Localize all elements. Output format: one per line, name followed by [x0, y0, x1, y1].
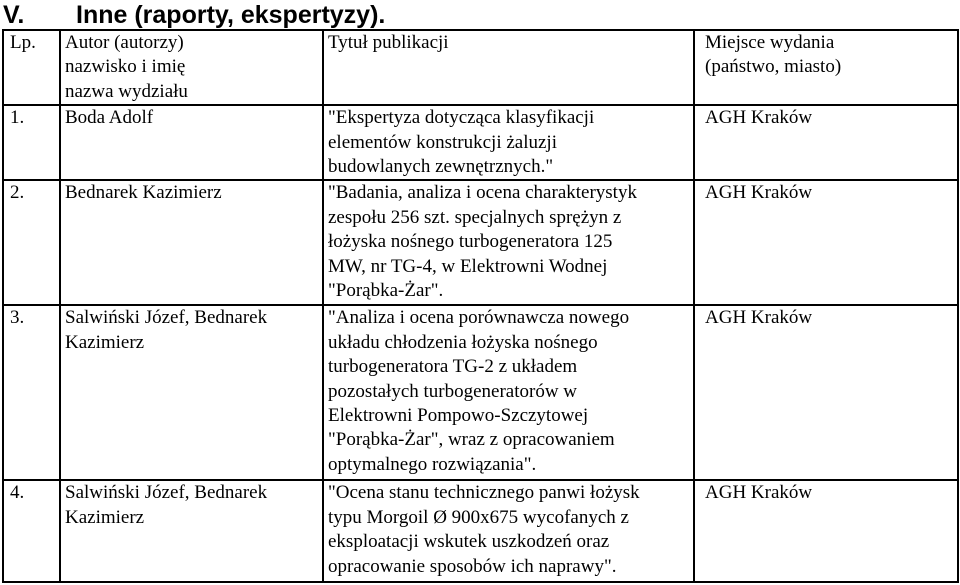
row-lp: 2. [3, 180, 60, 305]
section-title: Inne (raporty, ekspertyzy). [76, 1, 386, 29]
row-place: AGH Kraków [694, 480, 958, 582]
row-authors: Salwiński Józef, Bednarek Kazimierz [60, 305, 323, 480]
row-place: AGH Kraków [694, 305, 958, 480]
row-title: "Ocena stanu technicznego panwi łożysk typu Morgoil Ø 900x675 wycofanych z eksploatacji wskutek uszkodzeń oraz opracowanie sposobów ich naprawy". [323, 480, 694, 582]
row-title: "Ekspertyza dotycząca klasyfikacji elementów konstrukcji żaluzji budowlanych zewnętrznych." [323, 105, 694, 180]
row-place: AGH Kraków [694, 105, 958, 180]
table-row [3, 305, 958, 480]
table-row [3, 480, 958, 582]
header-lp: Lp. [3, 30, 60, 105]
table-header-row [3, 30, 958, 105]
row-authors: Salwiński Józef, Bednarek Kazimierz [60, 480, 323, 582]
row-lp: 3. [3, 305, 60, 480]
header-place: Miejsce wydania (państwo, miasto) [694, 30, 958, 105]
header-author: Autor (autorzy) nazwisko i imię nazwa wydziału [60, 30, 323, 105]
reports-table [2, 29, 959, 583]
row-authors: Boda Adolf [60, 105, 323, 180]
row-authors: Bednarek Kazimierz [60, 180, 323, 305]
section-number: V. [3, 1, 25, 29]
row-title: "Badania, analiza i ocena charakterystyk zespołu 256 szt. specjalnych sprężyn z łożyska nośnego turbogeneratora 125 MW, nr TG-4, w Elektrowni Wodnej "Porąbka-Żar". [323, 180, 694, 305]
row-place: AGH Kraków [694, 180, 958, 305]
header-title: Tytuł publikacji [323, 30, 694, 105]
row-title: "Analiza i ocena porównawcza nowego układu chłodzenia łożyska nośnego turbogeneratora TG-2 z układem pozostałych turbogeneratorów w Elektrowni Pompowo-Szczytowej "Porąbka-Żar", wraz z opracowaniem optymalnego rozwiązania". [323, 305, 694, 480]
table-row [3, 105, 958, 180]
table-row [3, 180, 958, 305]
row-lp: 4. [3, 480, 60, 582]
section-heading [3, 0, 385, 30]
row-lp: 1. [3, 105, 60, 180]
